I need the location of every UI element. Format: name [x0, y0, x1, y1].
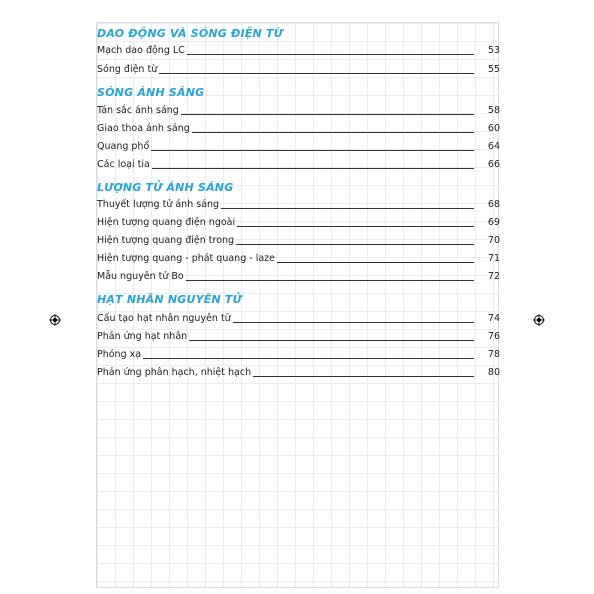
toc-entry[interactable] [97, 327, 500, 343]
toc-entry[interactable] [97, 267, 500, 283]
toc-entry[interactable] [97, 231, 500, 247]
toc-entry[interactable] [97, 155, 500, 171]
leader-line [187, 54, 474, 55]
toc-page [96, 22, 499, 588]
toc-entry[interactable] [97, 363, 500, 379]
entry-page-number: 60 [487, 123, 500, 134]
toc-entry[interactable] [97, 213, 500, 229]
entry-label: Các loại tia [97, 159, 150, 170]
section-title: LƯỢNG TỬ ÁNH SÁNG [97, 181, 234, 194]
entry-page-number: 68 [487, 199, 500, 210]
leader-line [143, 358, 474, 359]
entry-label: Hiện tượng quang - phát quang - laze [97, 253, 275, 264]
leader-line [237, 226, 474, 227]
section-title: DAO ĐỘNG VÀ SÓNG ĐIỆN TỪ [97, 27, 283, 40]
entry-page-number: 66 [487, 159, 500, 170]
toc-entry[interactable] [97, 101, 500, 117]
leader-line [189, 340, 474, 341]
entry-page-number: 64 [487, 141, 500, 152]
entry-label: Phóng xạ [97, 349, 142, 360]
leader-line [277, 262, 474, 263]
entry-page-number: 74 [487, 313, 500, 324]
entry-label: Hiện tượng quang điện ngoài [97, 217, 236, 228]
entry-label: Phản ứng hạt nhân [97, 331, 188, 342]
toc-entry[interactable] [97, 41, 500, 57]
entry-label: Phản ứng phân hạch, nhiệt hạch [97, 367, 252, 378]
entry-label: Quang phổ [97, 141, 150, 152]
entry-page-number: 72 [487, 271, 500, 282]
toc-entry[interactable] [97, 195, 500, 211]
leader-line [186, 280, 474, 281]
entry-label: Mẫu nguyên tử Bo [97, 271, 184, 282]
leader-line [236, 244, 474, 245]
toc-entry[interactable] [97, 137, 500, 153]
leader-line [221, 208, 474, 209]
entry-page-number: 69 [487, 217, 500, 228]
entry-page-number: 76 [487, 331, 500, 342]
entry-label: Thuyết lượng tử ánh sáng [97, 199, 220, 210]
toc-entry[interactable] [97, 249, 500, 265]
entry-page-number: 58 [487, 105, 500, 116]
entry-label: Sóng điện từ [97, 64, 158, 75]
entry-label: Hiện tượng quang điện trong [97, 235, 235, 246]
leader-line [192, 132, 474, 133]
entry-label: Giao thoa ánh sáng [97, 123, 190, 134]
entry-page-number: 55 [487, 64, 500, 75]
section-title: HẠT NHÂN NGUYÊN TỬ [97, 293, 242, 306]
toc-entry[interactable] [97, 119, 500, 135]
entry-label: Mạch dao động LC [97, 45, 185, 56]
toc-entry[interactable] [97, 60, 500, 76]
entry-page-number: 70 [487, 235, 500, 246]
entry-page-number: 71 [487, 253, 500, 264]
leader-line [233, 322, 474, 323]
entry-page-number: 53 [487, 45, 500, 56]
leader-line [159, 73, 474, 74]
toc-entry[interactable] [97, 309, 500, 325]
leader-line [151, 150, 474, 151]
registration-mark-icon [533, 314, 545, 326]
leader-line [152, 168, 474, 169]
leader-line [181, 114, 474, 115]
leader-line [253, 376, 474, 377]
entry-page-number: 78 [487, 349, 500, 360]
section-title: SÓNG ÁNH SÁNG [97, 86, 205, 99]
entry-label: Tán sắc ánh sáng [97, 105, 179, 116]
entry-page-number: 80 [487, 367, 500, 378]
registration-mark-icon [49, 314, 61, 326]
entry-label: Cấu tạo hạt nhân nguyên tử [97, 313, 231, 324]
toc-entry[interactable] [97, 345, 500, 361]
